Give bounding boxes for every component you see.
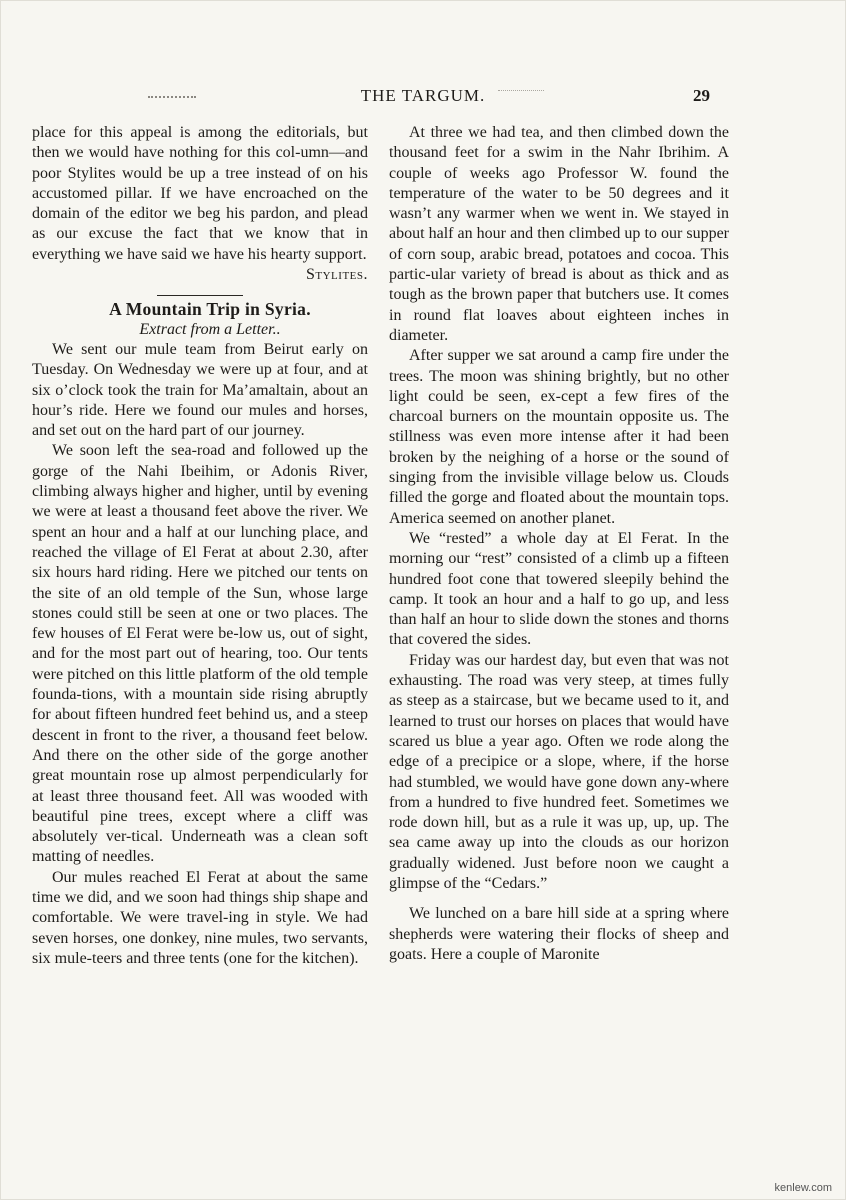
- section-divider: [157, 295, 243, 296]
- body-paragraph: We soon left the sea-road and followed up the gorge of the Nahi Ibeihim, or Adonis River, climbing always higher and higher, until by evening we were at least a thousand feet above the river. We spent an hour and a half at our lunching place, and reached the village of El Ferat at about 2.30, after six hours hard riding. Here we pitched our tents on the site of an old temple of the Sun, whose large stones could still be seen at one or two places. The few houses of El Ferat were be-low us, out of sight, and for the most part out of hearing, too. Our tents were pitched on this little platform of the old temple founda-tions, with a mountain side rising abruptly for about fifteen hundred feet behind us, and a steep descent in front to the river, a thousand feet below. And there on the other side of the gorge another great mountain rose up almost perpendicularly for at least three thousand feet. All was wooded with beautiful pine trees, except where a cliff was absolutely ver-tical. Underneath was a clean soft matting of needles.: [32, 442, 368, 866]
- left-column: [32, 123, 368, 969]
- body-paragraph: At three we had tea, and then climbed down the thousand feet for a swim in the Nahr Ibrihim. A couple of weeks ago Professor W. found the temperature of the water to be 50 degrees and it wasn’t any warmer when we went in. We stayed in about half an hour and then climbed up to our supper of corn soup, arabic bread, potatoes and cocoa. This partic-ular variety of bread is about as thick and as tough as the brown paper that butchers use. It comes in round flat loaves about eighteen inches in diameter.: [389, 124, 729, 344]
- watermark: kenlew.com: [774, 1182, 832, 1194]
- article-subtitle: Extract from a Letter..: [139, 320, 281, 338]
- author-signature: Stylites.: [306, 266, 368, 284]
- body-paragraph: Friday was our hardest day, but even that was not exhausting. The road was very steep, at times fully as steep as a staircase, but we became used to it, and learned to trust our horses on places that would have scared us blue a year ago. Often we rode along the edge of a precipice or a slope, where, if the horse had stumbled, we would have gone down any-where from a hundred to five hundred feet. Sometimes we rode down hill, but as a rule it was up, up, up. The sea came away up into the clouds as our horizon gradually widened. Just before noon we caught a glimpse of the “Cedars.”: [389, 651, 729, 892]
- body-paragraph: We sent our mule team from Beirut early on Tuesday. On Wednesday we were up at four, and at six o’clock took the train for Ma’amaltain, about an hour’s ride. Here we found our mules and horses, and set out on the hard part of our journey.: [32, 340, 368, 440]
- article-title: A Mountain Trip in Syria.: [109, 299, 311, 320]
- header-ornament-right: [498, 90, 544, 91]
- body-paragraph: Our mules reached El Ferat at about the same time we did, and we soon had things ship shape and comfortable. We were travel-ing in style. We had seven horses, one donkey, nine mules, two servants, six mule-teers and three tents (one for the kitchen).: [32, 868, 368, 967]
- running-header: [0, 86, 846, 112]
- previous-article-ending: place for this appeal is among the editorials, but then we would have nothing for this col-umn—and poor Stylites would be up a tree instead of on his accustomed pillar. If we have encroached on the domain of the editor we beg his pardon, and plead as our excuse the fact that we know that in everything we have said we have his hearty support.: [32, 124, 368, 263]
- right-column: [389, 123, 729, 965]
- body-paragraph: After supper we sat around a camp fire under the trees. The moon was shining brightly, but no other light could be seen, ex-cept a few fires of the charcoal burners on the mountain opposite us. The stillness was even more intense after it had been broken by the neighing of a horse or the sound of singing from the invisible village below us. Clouds filled the gorge and floated about the mountain tops. America seemed on another planet.: [389, 347, 729, 527]
- body-paragraph: We lunched on a bare hill side at a spring where shepherds were watering their flocks of sheep and goats. Here a couple of Maronite: [389, 905, 729, 963]
- journal-title: THE TARGUM.: [360, 86, 486, 105]
- page-number: 29: [693, 86, 710, 105]
- body-paragraph: We “rested” a whole day at El Ferat. In the morning our “rest” consisted of a climb up a fifteen hundred foot cone that towered sleepily behind the camp. It took an hour and a half to go up, and less than half an hour to slide down the stones and thorns that covered the sides.: [389, 529, 729, 649]
